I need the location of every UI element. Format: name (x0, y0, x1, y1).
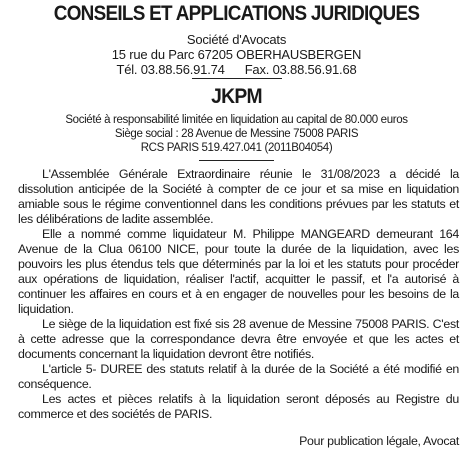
company-registration: RCS PARIS 519.427.041 (2011B04054) (140, 142, 333, 154)
firm-contact-row (10, 62, 463, 77)
firm-fax: Fax. 03.88.56.91.68 (244, 62, 357, 77)
notice-paragraph: L'article 5- DUREE des statuts relatif à la durée de la Société a été modifié en conséquence. (18, 362, 459, 391)
notice-body (10, 167, 463, 422)
company-divider (199, 160, 274, 161)
firm-type: Société d'Avocats (186, 32, 287, 47)
signature: Pour publication légale, Avocat (299, 434, 459, 448)
notice-paragraph: Le siège de la liquidation est fixé sis 28 avenue de Messine 75008 PARIS. C'est à cette adresse que la correspondance devra être envoyée et que les actes et documents concernant la liquidation devront être notifiés. (18, 317, 459, 361)
notice-paragraph: L'Assemblée Générale Extraordinaire réunie le 31/08/2023 a décidé la dissolution anticipée de la Société à compter de ce jour et sa mise en liquidation amiable sous le régime conventionnel dans les conditions prévues par les statuts et les délibérations de ladite assemblée. (18, 167, 459, 226)
company-name: JKPM (211, 85, 262, 108)
notice-paragraph: Elle a nommé comme liquidateur M. Philippe MANGEARD demeurant 164 Avenue de la Clua 06100 NICE, pour toute la durée de la liquidation, avec les pouvoirs les plus étendus tels que déterminés par la loi et les statuts pour procéder aux opérations de liquidation, réaliser l'actif, acquitter le passif, et l'a autorisé à continuer les affaires en cours et à en engager de nouvelles pour les besoins de la liquidation. (18, 227, 459, 316)
company-legal-form: Société à responsabilité limitée en liquidation au capital de 80.000 euros (65, 114, 408, 126)
header-divider (192, 78, 282, 79)
firm-phone: Tél. 03.88.56.91.74 (116, 62, 225, 77)
firm-title: CONSEILS ET APPLICATIONS JURIDIQUES (53, 2, 420, 25)
notice-paragraph: Les actes et pièces relatifs à la liquidation seront déposés au Registre du commerce et des sociétés de PARIS. (18, 392, 459, 421)
firm-address: 15 rue du Parc 67205 OBERHAUSBERGEN (111, 47, 362, 62)
company-registered-office: Siège social : 28 Avenue de Messine 75008 PARIS (114, 128, 359, 140)
